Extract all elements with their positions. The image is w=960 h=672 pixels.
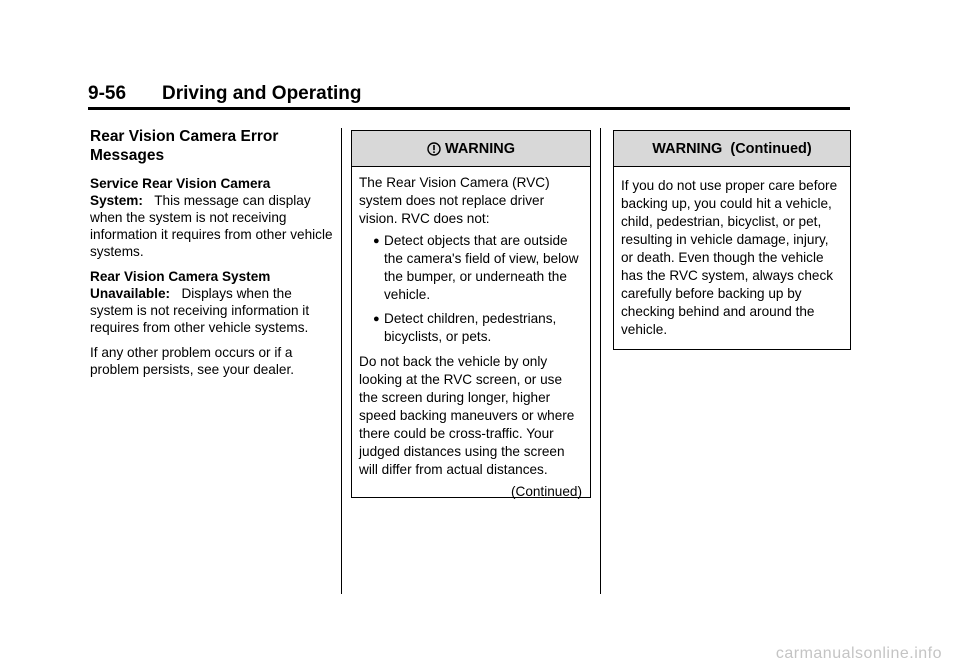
- warning-continued-title: WARNING (Continued): [652, 140, 812, 157]
- warning-continued-body: [614, 167, 850, 346]
- entry-service-rvc: [90, 175, 335, 260]
- column-divider-left: [341, 128, 342, 594]
- warning-box: [351, 130, 591, 498]
- warning-body: [352, 167, 590, 505]
- closing-paragraph: If any other problem occurs or if a problem persists, see your dealer.: [90, 345, 295, 377]
- list-item: ● Detect objects that are outside the camera's field of view, below the bumper, or underneath the vehicle.: [373, 233, 579, 302]
- bullet-icon: ●: [373, 313, 380, 325]
- section-heading: Rear Vision Camera Error Messages: [90, 128, 279, 164]
- warning-paragraph: If you do not use proper care before backing up, you could hit a vehicle, child, pedestrian, bicyclist, or pet, resulting in vehicle damage, injury, or death. Even though the vehicle has the RVC system, always check carefully before backing up by checking behind and around the vehicle.: [621, 178, 838, 337]
- entry-label: Rear Vision Camera System Unavailable:: [90, 269, 271, 301]
- page-header: [88, 81, 850, 110]
- warning-bullet-list: [359, 232, 582, 346]
- warning-continued-header: [614, 131, 850, 167]
- entry-text: Displays when the system is not receiving information it requires from other vehicle systems.: [90, 286, 310, 335]
- continued-label: (Continued): [510, 484, 582, 499]
- list-item: ● Detect children, pedestrians, bicyclists, or pets.: [373, 311, 557, 344]
- warning-intro: The Rear Vision Camera (RVC) system does not replace driver vision. RVC does not:: [359, 175, 550, 226]
- page-number: 9-56: [88, 83, 127, 104]
- warning-paragraph: Do not back the vehicle by only looking at the RVC screen, or use the screen during longer, higher speed backing maneuvers or where there could be cross-traffic. Your judged distances using the screen will differ from actual distances.: [359, 354, 575, 477]
- entry-text: This message can display when the system is not receiving information it requires from other vehicle systems.: [90, 193, 333, 259]
- warning-title: WARNING: [444, 140, 516, 157]
- chapter-title: Driving and Operating: [162, 83, 362, 104]
- warning-symbol-icon: [427, 142, 441, 156]
- warning-header: [352, 131, 590, 167]
- entry-label: Service Rear Vision Camera System:: [90, 176, 271, 208]
- error-messages-column: [90, 127, 335, 386]
- entry-rvc-unavailable: [90, 268, 335, 336]
- warning-continued-box: [613, 130, 851, 350]
- bullet-icon: ●: [373, 235, 380, 247]
- column-divider-right: [600, 128, 601, 594]
- watermark: carmanualsonline.info: [775, 645, 942, 662]
